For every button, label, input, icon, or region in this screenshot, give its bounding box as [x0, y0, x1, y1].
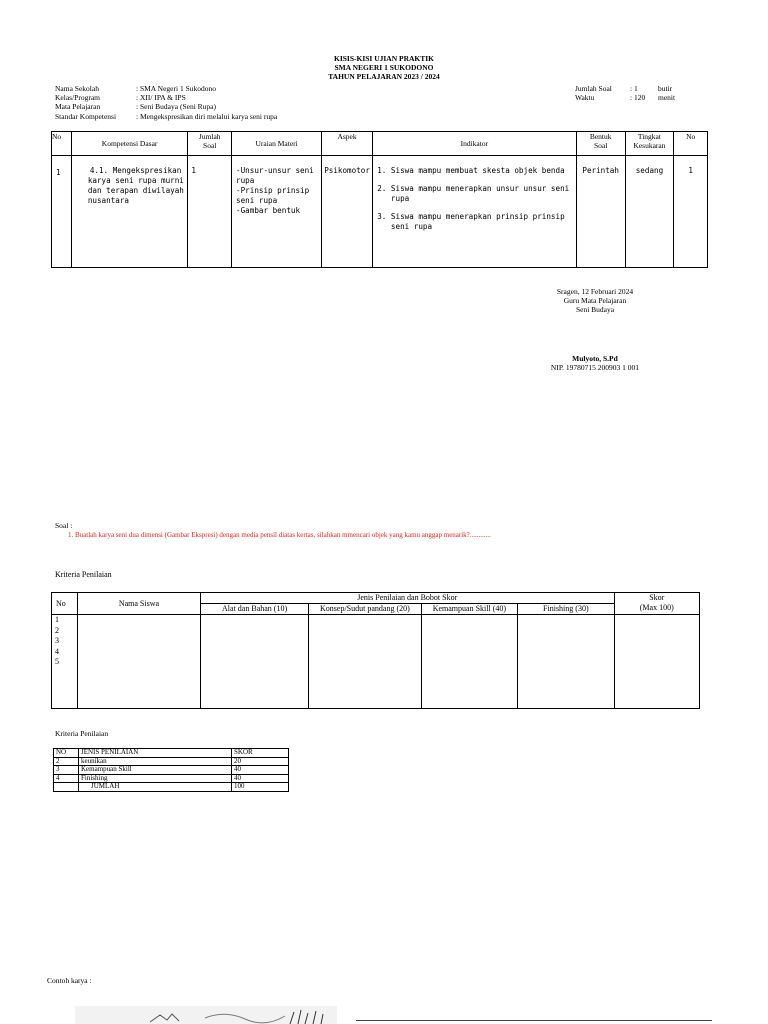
sample-artwork-image: [75, 1006, 337, 1024]
weight-cell-jenis: JUMLAH: [79, 783, 232, 792]
kriteria-title-2: Kriteria Penilaian: [55, 729, 109, 738]
uraian-item-1: -Unsur-unsur seni rupa: [236, 166, 314, 185]
weight-cell-no: 4: [54, 774, 79, 783]
weight-cell-jenis: Finishing: [79, 774, 232, 783]
weight-total-row: [54, 783, 289, 792]
weight-cell-no: 3: [54, 766, 79, 775]
signature-place-date: Sragen, 12 Februari 2024: [556, 287, 634, 296]
kisi-row: [52, 156, 708, 268]
kriteria-sub-finishing: Finishing (30): [518, 604, 614, 615]
info-unit-question-count: butir: [658, 84, 673, 93]
kisi-header-tingkat-2: Kesukaran: [633, 141, 666, 150]
weight-cell-no: [54, 783, 79, 792]
kriteria-sub-skill: Kemampuan Skill (40): [421, 604, 518, 615]
weight-header-row: [54, 749, 289, 758]
soal-item: 1. Buatlah karya seni dua dimensi (Gambar Ekspresi) dengan media pensil diatas kertas, silahkan mmencari objek yang kamu anggap menarik?............: [68, 531, 491, 539]
signature-nip: NIP. 19780715 200903 1 001: [550, 363, 640, 372]
indikator-item-2: 2. Siswa mampu menerapkan unsur unsur seni rupa: [391, 184, 572, 204]
weight-header-skor: SKOR: [232, 749, 289, 758]
weight-row: [54, 774, 289, 783]
weight-cell-skor: 40: [232, 766, 289, 775]
kriteria-cell-skor: [614, 615, 699, 709]
info-label-question-count: Jumlah Soal: [575, 84, 612, 93]
weight-header-no: NO: [54, 749, 79, 758]
weight-cell-jenis: Kemampuan Skill: [79, 766, 232, 775]
kisi-header-tingkat: [625, 132, 674, 156]
info-unit-time: menit: [658, 93, 676, 102]
kisi-header-bentuk-2: Soal: [594, 141, 608, 150]
kriteria-cell-skill: [421, 615, 518, 709]
kisi-cell-indikator: [372, 156, 576, 268]
kisi-cell-tingkat: sedang: [625, 156, 674, 268]
weight-row: [54, 766, 289, 775]
kisi-header-tingkat-1: Tingkat: [637, 132, 661, 141]
kriteria-sub-konsep: Konsep/Sudut pandang (20): [309, 604, 421, 615]
indikator-item-1: 1. Siswa mampu membuat skesta objek benda: [391, 166, 572, 176]
kriteria-row-num: 3: [55, 636, 59, 645]
weight-header-jenis: JENIS PENILAIAN: [79, 749, 232, 758]
school-title: SMA NEGERI 1 SUKODONO: [334, 63, 434, 72]
kisi-cell-no: 1: [52, 156, 72, 268]
kriteria-header-skor-2: (Max 100): [639, 603, 674, 612]
kriteria-score-table: [51, 592, 700, 709]
kisi-header-jumlah: [188, 132, 232, 156]
kisi-cell-bentuk: Perintah: [576, 156, 625, 268]
kriteria-cell-konsep: [309, 615, 421, 709]
contoh-karya-label: Contoh karya :: [47, 976, 92, 985]
info-value-school: : SMA Negeri 1 Sukodono: [136, 84, 217, 93]
kisi-cell-no2: 1: [674, 156, 708, 268]
kisi-cell-aspek: Psikomotor: [322, 156, 373, 268]
kisi-header-no2: No: [674, 132, 708, 156]
weight-cell-skor: 40: [232, 774, 289, 783]
info-value-question-count: : 1: [630, 84, 638, 93]
kriteria-cell-finishing: [518, 615, 614, 709]
info-label-subject: Mata Pelajaran: [55, 102, 101, 111]
info-label-standard: Standar Kompetensi: [55, 112, 117, 121]
kisi-cell-uraian: [232, 156, 322, 268]
kriteria-header-nama: Nama Siswa: [77, 593, 200, 615]
kriteria-header-skor-1: Skor: [649, 593, 665, 602]
kriteria-cell-nama: [77, 615, 200, 709]
info-value-standard: : Mengekspresikan diri melalui karya seni rupa: [136, 112, 278, 121]
kriteria-cell-alat: [200, 615, 308, 709]
kriteria-body-row: [52, 615, 700, 709]
kriteria-row-numbers: [52, 615, 78, 709]
uraian-item-2: -Prinsip prinsip seni rupa: [236, 186, 310, 205]
info-label-class: Kelas/Program: [55, 93, 100, 102]
sample-artwork-divider: [356, 1020, 712, 1021]
kriteria-header-no: No: [52, 593, 78, 615]
kisi-header-jumlah-2: Soal: [203, 141, 217, 150]
kisi-header-jumlah-1: Jumlah: [198, 132, 221, 141]
signature-name: Mulyoto, S.Pd: [572, 354, 618, 363]
weight-cell-no: 2: [54, 757, 79, 766]
year-title: TAHUN PELAJARAN 2023 / 2024: [328, 72, 440, 81]
kisi-kisi-table: [51, 131, 708, 268]
kisi-header-kompetensi: Kompetensi Dasar: [71, 132, 188, 156]
kriteria-row-num: 4: [55, 646, 59, 656]
weight-cell-jenis: keunikan: [79, 757, 232, 766]
kriteria-row-num: 2: [55, 625, 59, 635]
info-label-time: Waktu: [575, 93, 595, 102]
info-label-school: Nama Sekolah: [55, 84, 99, 93]
weight-cell-skor: 100: [232, 783, 289, 792]
kisi-header-no: No: [52, 132, 72, 156]
kisi-cell-jumlah: 1: [188, 156, 232, 268]
kriteria-weight-table: [53, 748, 289, 792]
kisi-header-indikator: Indikator: [372, 132, 576, 156]
kisi-header-uraian: Uraian Materi: [232, 132, 322, 156]
doc-title: KISIS-KISI UJIAN PRAKTIK: [333, 54, 435, 63]
kriteria-header-row: [52, 593, 700, 604]
info-value-class: : XII/ IPA & IPS: [136, 93, 186, 102]
signature-role-2: Seni Budaya: [575, 305, 615, 314]
indikator-item-3: 3. Siswa mampu menerapkan prinsip prinsip seni rupa: [391, 212, 572, 232]
signature-role-1: Guru Mata Pelajaran: [563, 296, 627, 305]
kriteria-row-num: 5: [55, 657, 59, 666]
info-value-time: : 120: [630, 93, 646, 102]
uraian-item-3: -Gambar bentuk: [236, 206, 301, 215]
kriteria-sub-alat: Alat dan Bahan (10): [200, 604, 308, 615]
kriteria-header-jenis: Jenis Penilaian dan Bobot Skor: [200, 593, 614, 604]
soal-label: Soal :: [55, 521, 73, 530]
kisi-cell-kompetensi: 4.1. Mengekspresikan karya seni rupa murni dan terapan diwilayah nusantara: [71, 156, 188, 268]
info-value-subject: : Seni Budaya (Seni Rupa): [136, 102, 216, 111]
kisi-header-aspek: Aspek: [322, 132, 373, 156]
weight-cell-skor: 20: [232, 757, 289, 766]
kriteria-header-skor: [614, 593, 699, 615]
kriteria-title-1: Kriteria Penilaian: [55, 570, 112, 579]
kisi-header-row: [52, 132, 708, 156]
kisi-header-bentuk-1: Bentuk: [589, 132, 612, 141]
kriteria-row-num: 1: [55, 615, 59, 624]
kisi-header-bentuk: [576, 132, 625, 156]
